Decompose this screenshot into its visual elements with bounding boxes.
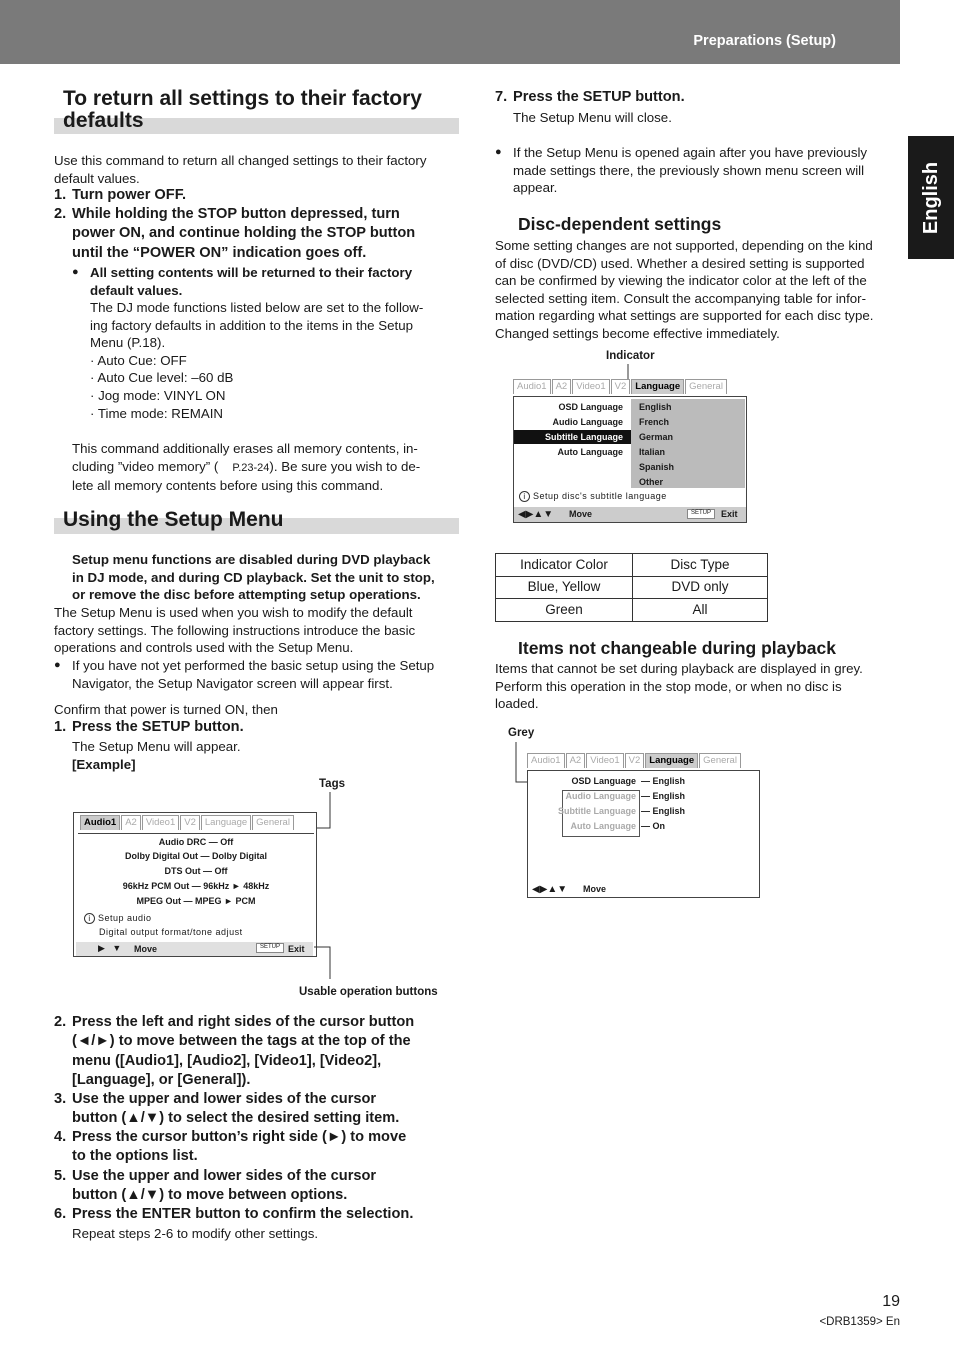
dj-defaults [90, 299, 462, 422]
menu-row[interactable]: Audio DRC — Off [158, 837, 234, 847]
screen1-tabs [80, 815, 295, 830]
buttons-leader [310, 945, 340, 985]
move-label: Move [583, 884, 607, 894]
disc-line: selected setting item. Consult the accompanying table for infor- [495, 290, 867, 306]
callout-tags: Tags [319, 778, 345, 790]
setting-item-grey: Auto Language [570, 821, 636, 831]
move-label: Move [569, 509, 593, 519]
callout-usable-buttons: Usable operation buttons [299, 986, 438, 998]
setting-item[interactable]: Audio Language [552, 417, 623, 427]
setup-heading [54, 509, 459, 535]
info-line: Setup audio [98, 913, 152, 923]
menu-row[interactable]: DTS Out — Off [164, 866, 228, 876]
tab-general[interactable]: General [252, 815, 294, 830]
reopen-bullet [495, 144, 900, 197]
tab-audio1[interactable]: Audio1 [527, 753, 565, 768]
warning-line: or remove the disc before attempting setup operations. [72, 587, 421, 603]
tab-a2[interactable]: A2 [552, 379, 572, 394]
step-text: Use the upper and lower sides of the cursor [72, 1168, 377, 1184]
tab-video1[interactable]: Video1 [586, 753, 623, 768]
menu-row[interactable]: 96kHz PCM Out — 96kHz ► 48kHz [122, 881, 270, 891]
cursor-arrows-icon: ◀▶▲▼ [532, 884, 568, 895]
table-cell: Indicator Color [496, 554, 633, 577]
intro-line: The Setup Menu is used when you wish to modify the default [54, 605, 413, 620]
setup-intro [54, 604, 464, 657]
tab-a2[interactable]: A2 [121, 815, 141, 830]
step-number: 3. [54, 1091, 67, 1107]
step-number: 1. [54, 719, 67, 735]
table-cell: Blue, Yellow [496, 576, 633, 599]
step-text: Press the cursor button’s right side (►) to move [72, 1129, 407, 1145]
tab-v2[interactable]: V2 [625, 753, 645, 768]
tab-general[interactable]: General [699, 753, 741, 768]
setup-step-3 [54, 1090, 464, 1129]
step-text: [Language], or [General]). [72, 1071, 251, 1088]
page-reference: P.23-24 [232, 461, 270, 474]
disc-line: Changed settings become effective immediately. [495, 325, 780, 341]
tab-video1[interactable]: Video1 [142, 815, 179, 830]
bullet-dot: ● [72, 266, 79, 278]
step-text: (◄/►) to move between the tags at the top of the [72, 1033, 411, 1050]
tab-a2[interactable]: A2 [566, 753, 586, 768]
side-tab-label: English [920, 161, 942, 234]
setup-step-5 [54, 1167, 464, 1206]
info-line: Setup disc's subtitle language [533, 491, 667, 501]
table-cell: Disc Type [633, 554, 768, 577]
disc-text [495, 237, 901, 343]
value-text: English [652, 776, 686, 786]
navigator-bullet [54, 657, 464, 692]
callout-indicator: Indicator [606, 350, 655, 362]
disc-line: can be confirmed by viewing the indicator color at the left of the [495, 273, 867, 289]
tab-language[interactable]: Language [645, 753, 698, 768]
default-item: · Auto Cue level: –60 dB [90, 370, 234, 386]
setup-key: SETUP [687, 509, 715, 519]
setting-item[interactable]: OSD Language [571, 776, 636, 786]
cursor-arrows-icon: ▶ ▼ [98, 943, 122, 953]
value-item: — English [641, 776, 686, 786]
step-text: to the options list. [72, 1148, 198, 1165]
reset-heading [54, 88, 459, 136]
erase-line: ). Be sure you wish to de- [269, 458, 421, 474]
indicator-color-table [495, 553, 768, 622]
step-number: 2. [54, 1014, 67, 1030]
disc-line: Some setting changes are not supported, depending on the kind [495, 238, 873, 253]
erase-line: This command additionally erases all memory contents, in- [72, 441, 418, 456]
screen3-body [527, 770, 760, 898]
step-number: 4. [54, 1129, 67, 1145]
bullet-text: If the Setup Menu is opened again after you have previously [513, 145, 868, 160]
table-cell: Green [496, 599, 633, 622]
grey-line: Items that cannot be set during playback are displayed in grey. [495, 661, 863, 676]
option-item[interactable]: German [639, 432, 674, 442]
grey-line: loaded. [495, 696, 539, 712]
page-number: 19 [882, 1293, 900, 1310]
menu-row[interactable]: MPEG Out — MPEG ► PCM [136, 896, 256, 906]
step-number: 7. [495, 89, 508, 105]
setting-item-grey: Subtitle Language [557, 806, 636, 816]
bullet-text: If you have not yet performed the basic setup using the Setup [72, 658, 435, 673]
tab-video1[interactable]: Video1 [572, 379, 609, 394]
erase-line: lete all memory contents before using this command. [72, 478, 384, 494]
value-item: — On [641, 821, 666, 831]
intro-line: operations and controls used with the Setup Menu. [54, 640, 354, 656]
grey-text [495, 660, 901, 713]
step-text: menu ([Audio1], [Audio2], [Video1], [Video2], [72, 1052, 382, 1069]
disc-line: mation regarding what settings are supported for each disc type. [495, 308, 874, 324]
table-cell: All [633, 599, 768, 622]
step-text: Turn power OFF. [72, 187, 187, 203]
step-text: button (▲/▼) to move between options. [72, 1187, 348, 1204]
setup-step-1 [54, 718, 464, 737]
reset-intro [54, 152, 459, 187]
step1-sub [72, 738, 462, 773]
tab-general[interactable]: General [685, 379, 727, 394]
bullet-text: appear. [513, 180, 558, 196]
step-text: Press the ENTER button to confirm the selection. [72, 1206, 414, 1222]
table-cell: DVD only [633, 576, 768, 599]
document-code: <DRB1359> En [819, 1316, 900, 1328]
tab-v2[interactable]: V2 [180, 815, 200, 830]
step-text: power ON, and continue holding the STOP button [72, 225, 416, 242]
dj-line: The DJ mode functions listed below are set to the follow- [90, 300, 424, 315]
step-number: 2. [54, 206, 67, 222]
cursor-arrows-icon: ◀▶▲▼ [518, 509, 554, 520]
bullet-text: All setting contents will be returned to their factory [90, 265, 413, 280]
option-item[interactable]: English [639, 402, 672, 412]
option-item[interactable]: Italian [639, 447, 666, 457]
exit-label: Exit [288, 944, 305, 954]
step7-sub: The Setup Menu will close. [513, 110, 672, 125]
menu-row[interactable]: Dolby Digital Out — Dolby Digital [124, 851, 267, 861]
reset-title-line2: defaults [63, 109, 144, 132]
step-number: 6. [54, 1206, 67, 1222]
info-icon: i [519, 491, 530, 502]
bullet-dot: ● [495, 146, 502, 158]
step-text: Press the SETUP button. [72, 719, 244, 735]
option-item[interactable]: French [639, 417, 670, 427]
bullet-text: default values. [90, 282, 183, 298]
bullet-text: made settings there, the previously shown menu screen will [513, 162, 865, 178]
setup-key: SETUP [256, 943, 284, 953]
value-item: — English [641, 791, 686, 801]
setting-item-selected[interactable]: Subtitle Language [544, 432, 623, 442]
reset-step-1 [54, 186, 464, 205]
screen1-control-bar [76, 942, 313, 956]
callout-grey: Grey [508, 727, 535, 739]
value-item: — English [641, 806, 686, 816]
default-item: · Time mode: REMAIN [90, 405, 223, 421]
dj-line: ing factory defaults in addition to the items in the Setup [90, 317, 414, 333]
disc-line: of disc (DVD/CD) used. Whether a desired setting is supported [495, 255, 865, 271]
header-band [0, 0, 900, 64]
disc-title: Disc-dependent settings [518, 214, 722, 234]
example-label: [Example] [72, 756, 136, 772]
tab-language[interactable]: Language [201, 815, 251, 830]
setup-step-7 [495, 88, 905, 107]
setup-warning [72, 551, 464, 604]
language-setup-screen [513, 379, 747, 523]
step-text: until the “POWER ON” indication goes off. [72, 244, 367, 261]
value-text: On [652, 821, 666, 831]
value-text: English [652, 791, 686, 801]
intro-line: factory settings. The following instructions introduce the basic [54, 622, 416, 638]
reset-intro-line: default values. [54, 170, 140, 186]
screen2-body [513, 396, 747, 523]
grey-title: Items not changeable during playback [518, 638, 836, 658]
table-row [496, 576, 768, 599]
move-label: Move [134, 944, 158, 954]
confirm-text: Confirm that power is turned ON, then [54, 702, 278, 717]
setup-step-4 [54, 1128, 464, 1167]
dj-line: Menu (P.18). [90, 335, 166, 351]
tab-audio1[interactable]: Audio1 [80, 815, 120, 830]
option-item[interactable]: Spanish [639, 462, 675, 472]
step-text: Press the SETUP button. [513, 89, 685, 105]
step-text: Press the left and right sides of the cursor button [72, 1014, 415, 1030]
bullet-dot: ● [54, 659, 61, 671]
screen1-info-2: Digital output format/tone adjust [99, 927, 243, 937]
setting-item[interactable]: Auto Language [557, 447, 623, 457]
warning-line: Setup menu functions are disabled during DVD playback [72, 552, 431, 567]
warning-line: in DJ mode, and during CD playback. Set the unit to stop, [72, 569, 435, 585]
step-number: 1. [54, 187, 67, 203]
bullet-text: Navigator, the Setup Navigator screen will appear first. [72, 675, 393, 691]
setting-item[interactable]: OSD Language [558, 402, 623, 412]
step-text: Use the upper and lower sides of the cursor [72, 1091, 377, 1107]
screen1-info [84, 913, 152, 925]
setup-title: Using the Setup Menu [63, 508, 284, 531]
step-text: button (▲/▼) to select the desired setting item. [72, 1110, 400, 1127]
default-item: · Jog mode: VINYL ON [90, 387, 226, 403]
example-setup-screen [73, 812, 317, 957]
language-side-tab [908, 136, 954, 259]
grey-line: Perform this operation in the stop mode, or when no disc is [495, 678, 842, 694]
setting-item-grey: Audio Language [565, 791, 636, 801]
header-title: Preparations (Setup) [693, 33, 836, 49]
erase-note [72, 440, 462, 495]
sub-line: The Setup Menu will appear. [72, 739, 241, 754]
table-header-row [496, 554, 768, 577]
reset-title-line1: To return all settings to their factory [63, 87, 422, 110]
step-text: While holding the STOP button depressed, turn [72, 206, 400, 222]
option-item[interactable]: Other [639, 477, 664, 487]
screen2-tabs [513, 379, 728, 394]
playback-setup-screen [527, 753, 761, 898]
setup-step-6 [54, 1205, 464, 1224]
screen3-tabs [527, 753, 742, 768]
default-item: · Auto Cue: OFF [90, 352, 187, 368]
info-icon: i [84, 913, 95, 924]
step6-sub: Repeat steps 2-6 to modify other settings. [72, 1226, 319, 1241]
exit-label: Exit [721, 509, 738, 519]
step-number: 5. [54, 1168, 67, 1184]
erase-line: cluding ”video memory” ( [72, 458, 219, 474]
table-row [496, 599, 768, 622]
tab-audio1[interactable]: Audio1 [513, 379, 551, 394]
value-text: English [652, 806, 686, 816]
tab-v2[interactable]: V2 [611, 379, 631, 394]
setup-step-2 [54, 1013, 464, 1090]
tab-language[interactable]: Language [631, 379, 684, 394]
screen2-info [519, 491, 667, 503]
reset-bullet [72, 264, 462, 299]
reset-intro-line: Use this command to return all changed settings to their factory [54, 153, 427, 168]
screen2-control-bar [514, 507, 746, 522]
reset-step-2 [54, 205, 464, 263]
